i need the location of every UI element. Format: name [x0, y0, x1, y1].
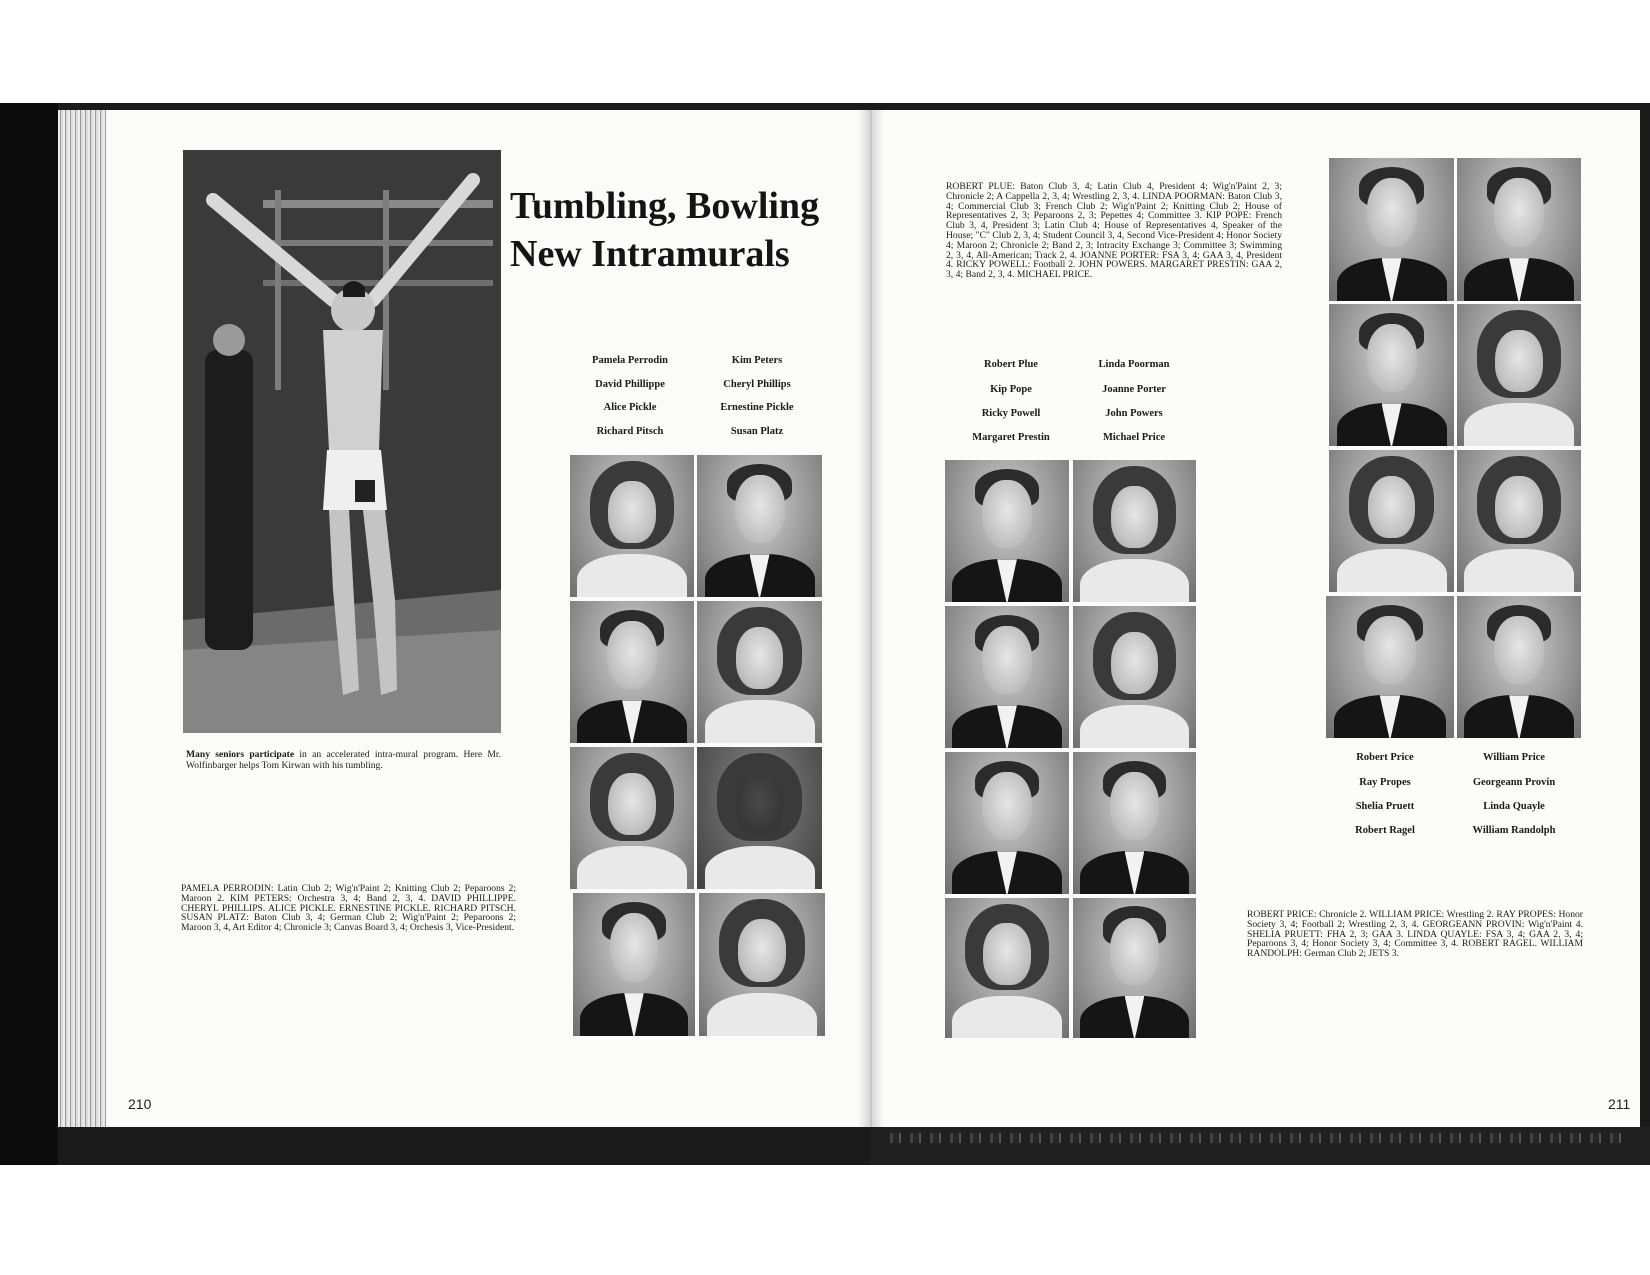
portrait-photo [697, 601, 822, 743]
portrait-photo [699, 893, 825, 1036]
name-label: Robert Ragel [1355, 825, 1415, 836]
tumbling-photo-illustration [183, 150, 501, 733]
portrait-photo [1457, 596, 1581, 738]
portrait-photo [1073, 898, 1196, 1038]
portrait-photo [945, 752, 1069, 894]
name-label: William Price [1483, 752, 1545, 763]
middle-biography-text: ROBERT PLUE: Baton Club 3, 4; Latin Club 4, President 4; Wig'n'Paint 2, 3; Chronicle 2; A Cappella 2, 3, 4; Wrestling 2, 3, 4. LINDA POORMAN: Baton Club 3, 4; Commercial Club 3; French Club 2; Wig'n'Paint 2; Knitting Club 2; House of Representatives 2, 3; Peparoons 2, 3; Pepettes 4; Committee 3. KIP POPE: French Club 3, 4, President 3; Latin Club 4; House of Representatives 4, Speaker of the House; "C" Club 2, 3, 4; Student Council 3, 4, Second Vice-President 4; Honor Society 4; Maroon 2; Chronicle 2; Band 2, 3; Intracity Exchange 3; Committee 3; Swimming 2, 3, 4, All-American; Track 2, 4. JOANNE PORTER: FSA 3, 4; GAA 3, 4, President 4. RICKY POWELL: Football 2. JOHN POWERS. MARGARET PRESTIN: GAA 2, 3, 4; Band 2, 3, 4. MICHAEL PRICE. [946, 181, 1282, 281]
name-label: Robert Price [1356, 752, 1414, 763]
portrait-photo [570, 455, 694, 597]
name-label: David Phillippe [595, 379, 665, 390]
name-label: Joanne Porter [1102, 384, 1166, 395]
portrait-photo [1457, 304, 1581, 446]
name-label: Ernestine Pickle [720, 402, 794, 413]
portrait-photo [573, 893, 695, 1036]
name-label: William Randolph [1472, 825, 1556, 836]
name-label: Alice Pickle [603, 402, 657, 413]
book-cover-edge [0, 103, 58, 1165]
book-gutter [858, 110, 884, 1127]
name-label: Cheryl Phillips [723, 379, 791, 390]
tumbling-photo [183, 150, 501, 733]
name-label: Linda Quayle [1483, 801, 1545, 812]
name-label: Robert Plue [984, 359, 1038, 370]
portrait-photo [945, 898, 1069, 1038]
name-label: Linda Poorman [1098, 359, 1170, 370]
portrait-photo [570, 601, 694, 743]
portrait-photo [1329, 158, 1454, 301]
photo-caption-lead: Many seniors participate [186, 749, 295, 760]
portrait-photo [1326, 596, 1454, 738]
right-page-number: 211 [1608, 1096, 1631, 1112]
portrait-photo [1073, 460, 1196, 602]
portrait-photo [1073, 752, 1196, 894]
photo-caption-text: in an accelerated intra-mural program. Here Mr. Wolfinbarger helps Tom Kirwan with his tumbling. [186, 749, 501, 771]
name-label: Michael Price [1102, 432, 1166, 443]
name-label: Susan Platz [730, 426, 784, 437]
name-label: Kip Pope [990, 384, 1032, 395]
name-label: Ray Propes [1359, 777, 1411, 788]
portrait-photo [1329, 304, 1454, 446]
page-edges [58, 110, 106, 1127]
photo-caption [186, 749, 501, 771]
name-label: Kim Peters [731, 355, 783, 366]
portrait-photo [697, 455, 822, 597]
page-title-line-1: Tumbling, Bowling [510, 185, 820, 227]
portrait-photo [570, 747, 694, 889]
portrait-photo [945, 606, 1069, 748]
right-biography-text: ROBERT PRICE: Chronicle 2. WILLIAM PRICE: Wrestling 2. RAY PROPES: Honor Society 3, 4; Football 2; Wrestling 2, 3, 4. GEORGEANN PROVIN: Wig'n'Paint 4. SHELIA PRUETT: FHA 2, 3; GAA 3. LINDA QUAYLE: FSA 3, 4; GAA 2, 3, 4; Peparoons 3, 4; Honor Society 3, 4; Committee 3, 4. ROBERT RAGEL. WILLIAM RANDOLPH: German Club 2; JETS 3. [1247, 909, 1583, 960]
name-label: Margaret Prestin [972, 432, 1050, 443]
left-biography-text: PAMELA PERRODIN: Latin Club 2; Wig'n'Paint 2; Knitting Club 2; Peparoons 2; Maroon 2. KIM PETERS: Orchestra 3, 4; Band 2, 3, 4. DAVID PHILLIPPE. CHERYL PHILLIPS. ALICE PICKLE. ERNESTINE PICKLE. RICHARD PITSCH. SUSAN PLATZ: Baton Club 3, 4; German Club 2; Wig'n'Paint 2; Peparoons 2; Maroon 3, 4, Art Editor 4; Chronicle 3; Canvas Board 3, 4; Orchesis 3, Vice-President. [181, 883, 516, 934]
page-title [510, 182, 850, 278]
name-label: Shelia Pruett [1355, 801, 1415, 812]
portrait-photo [945, 460, 1069, 602]
name-label: Pamela Perrodin [592, 355, 668, 366]
left-page-number: 210 [128, 1096, 152, 1112]
portrait-photo [1457, 158, 1581, 301]
bottom-bleed-through [890, 1133, 1630, 1143]
page-title-line-2: New Intramurals [510, 233, 790, 275]
portrait-photo [1329, 450, 1454, 592]
name-label: John Powers [1105, 408, 1163, 419]
name-label: Ricky Powell [981, 408, 1041, 419]
portrait-photo [697, 747, 822, 889]
portrait-photo [1457, 450, 1581, 592]
name-label: Richard Pitsch [596, 426, 664, 437]
portrait-photo [1073, 606, 1196, 748]
name-label: Georgeann Provin [1472, 777, 1556, 788]
